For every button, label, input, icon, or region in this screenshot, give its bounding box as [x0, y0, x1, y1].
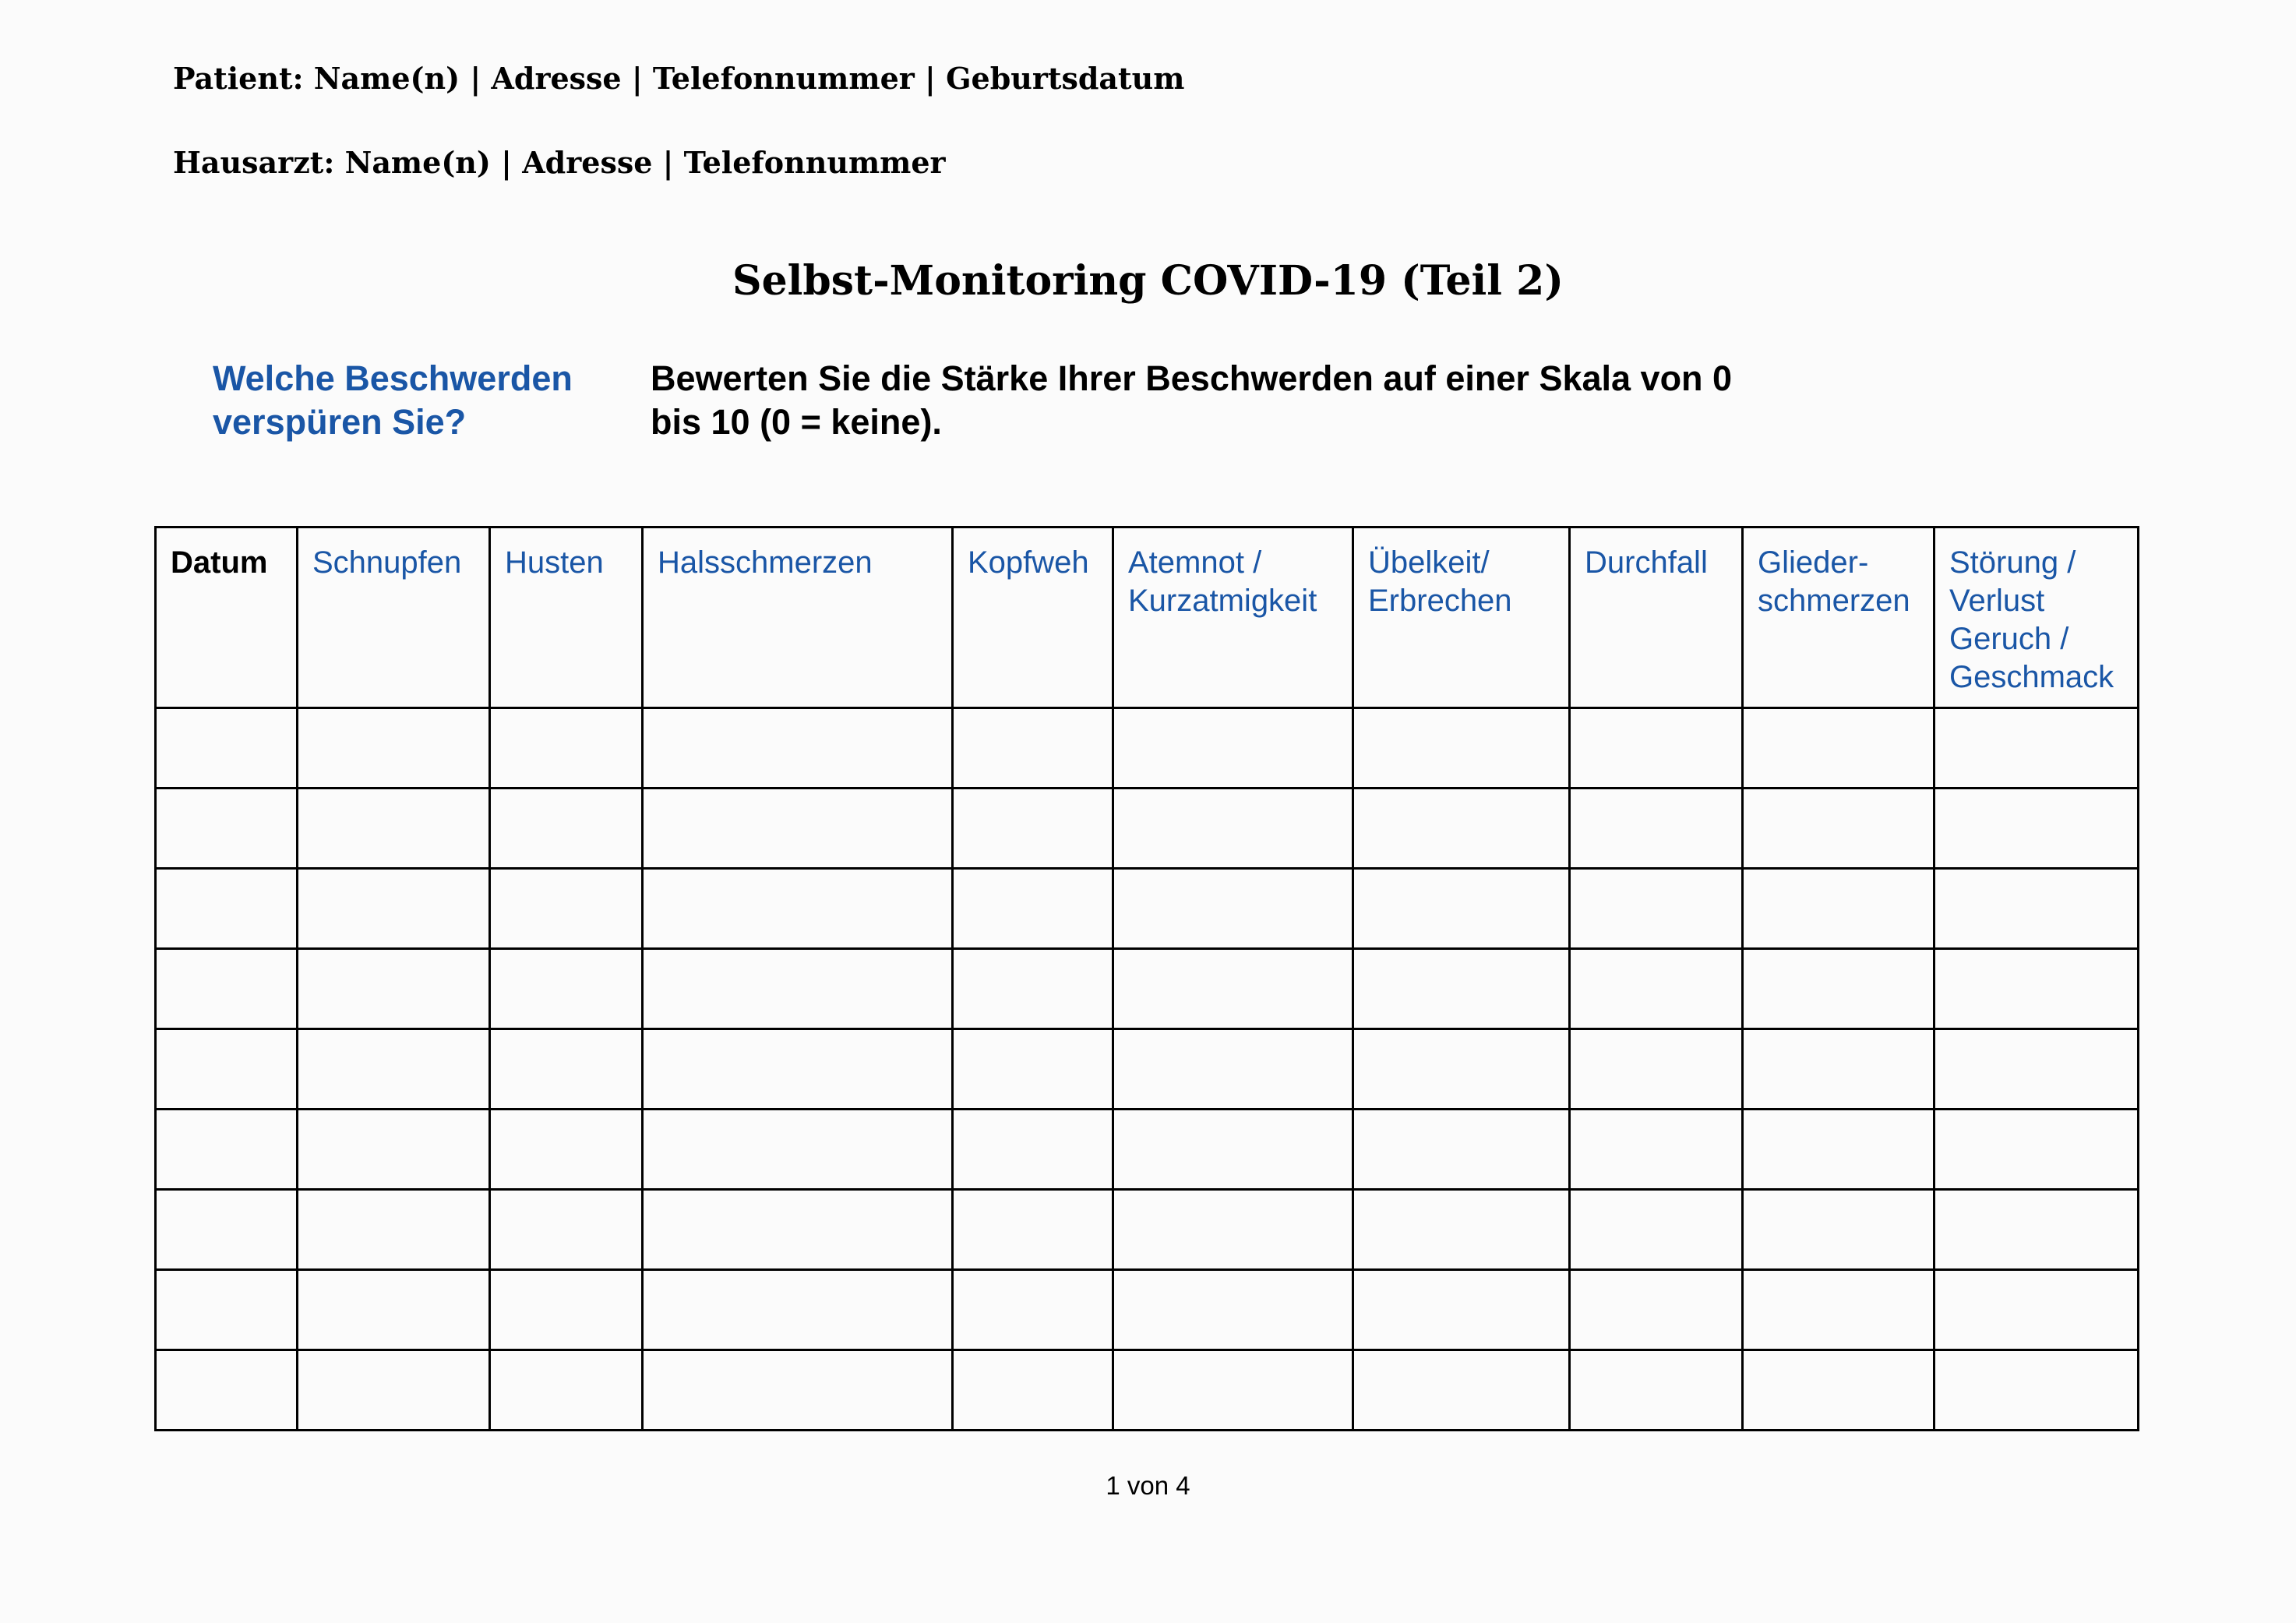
table-cell[interactable] — [1743, 1110, 1934, 1190]
table-cell[interactable] — [643, 1110, 953, 1190]
table-cell[interactable] — [1570, 869, 1743, 949]
table-cell[interactable] — [156, 1350, 298, 1431]
table-cell[interactable] — [1570, 1270, 1743, 1350]
table-cell[interactable] — [1353, 1270, 1570, 1350]
table-cell[interactable] — [953, 708, 1113, 789]
table-cell[interactable] — [953, 1029, 1113, 1110]
table-row — [156, 1110, 2139, 1190]
column-header-husten: Husten — [490, 527, 643, 708]
table-cell[interactable] — [298, 1029, 490, 1110]
table-cell[interactable] — [1113, 1350, 1353, 1431]
table-cell[interactable] — [156, 1029, 298, 1110]
table-cell[interactable] — [298, 1350, 490, 1431]
table-cell[interactable] — [1353, 708, 1570, 789]
table-cell[interactable] — [643, 949, 953, 1029]
column-header-datum: Datum — [156, 527, 298, 708]
table-cell[interactable] — [953, 869, 1113, 949]
table-cell[interactable] — [643, 869, 953, 949]
table-cell[interactable] — [953, 789, 1113, 869]
table-cell[interactable] — [1353, 1110, 1570, 1190]
table-cell[interactable] — [490, 1190, 643, 1270]
table-row — [156, 708, 2139, 789]
table-cell[interactable] — [1934, 708, 2139, 789]
table-cell[interactable] — [1353, 949, 1570, 1029]
table-cell[interactable] — [298, 708, 490, 789]
column-header-schnupfen: Schnupfen — [298, 527, 490, 708]
table-cell[interactable] — [1113, 1190, 1353, 1270]
table-cell[interactable] — [1353, 1029, 1570, 1110]
table-cell[interactable] — [1934, 1190, 2139, 1270]
table-cell[interactable] — [1934, 1350, 2139, 1431]
table-cell[interactable] — [490, 1110, 643, 1190]
table-cell[interactable] — [490, 1029, 643, 1110]
table-cell[interactable] — [156, 708, 298, 789]
table-cell[interactable] — [1570, 1029, 1743, 1110]
column-header-atemnot: Atemnot / Kurzatmigkeit — [1113, 527, 1353, 708]
table-cell[interactable] — [953, 1350, 1113, 1431]
table-cell[interactable] — [1934, 869, 2139, 949]
table-cell[interactable] — [1743, 708, 1934, 789]
rating-instruction: Bewerten Sie die Stärke Ihrer Beschwerden auf einer Skala von 0 bis 10 (0 = keine). — [651, 358, 1733, 442]
table-body — [156, 708, 2139, 1431]
column-header-kopfweh: Kopfweh — [953, 527, 1113, 708]
column-header-halsschmerzen: Halsschmerzen — [643, 527, 953, 708]
table-cell[interactable] — [490, 708, 643, 789]
table-cell[interactable] — [1353, 1350, 1570, 1431]
table-header-row — [156, 527, 2139, 708]
table-cell[interactable] — [156, 1110, 298, 1190]
table-cell[interactable] — [1934, 1110, 2139, 1190]
page-title: Selbst-Monitoring COVID-19 (Teil 2) — [732, 257, 1564, 305]
table-cell[interactable] — [953, 949, 1113, 1029]
table-row — [156, 869, 2139, 949]
table-cell[interactable] — [1113, 1029, 1353, 1110]
table-cell[interactable] — [643, 1190, 953, 1270]
table-cell[interactable] — [1934, 789, 2139, 869]
table-cell[interactable] — [1353, 1190, 1570, 1270]
table-row — [156, 949, 2139, 1029]
table-cell[interactable] — [298, 1110, 490, 1190]
table-cell[interactable] — [1743, 869, 1934, 949]
table-row — [156, 1270, 2139, 1350]
table-cell[interactable] — [1570, 1190, 1743, 1270]
table-cell[interactable] — [156, 949, 298, 1029]
column-header-durchfall: Durchfall — [1570, 527, 1743, 708]
table-cell[interactable] — [156, 1270, 298, 1350]
table-cell[interactable] — [1113, 1110, 1353, 1190]
table-cell[interactable] — [1113, 869, 1353, 949]
table-cell[interactable] — [298, 1270, 490, 1350]
table-cell[interactable] — [1113, 1270, 1353, 1350]
table-cell[interactable] — [643, 1350, 953, 1431]
table-cell[interactable] — [490, 1270, 643, 1350]
symptom-question: Welche Beschwerden verspüren Sie? — [213, 358, 573, 442]
patient-info-line: Patient: Name(n) | Adresse | Telefonnummer | Geburtsdatum — [173, 61, 1185, 96]
table-cell[interactable] — [643, 1029, 953, 1110]
table-cell[interactable] — [1113, 949, 1353, 1029]
table-cell[interactable] — [953, 1190, 1113, 1270]
table-cell[interactable] — [1743, 1190, 1934, 1270]
page-number: 1 von 4 — [1106, 1471, 1190, 1500]
table-row — [156, 789, 2139, 869]
table-cell[interactable] — [490, 869, 643, 949]
table-row — [156, 1029, 2139, 1110]
table-cell[interactable] — [1113, 789, 1353, 869]
table-row — [156, 1190, 2139, 1270]
table-cell[interactable] — [490, 789, 643, 869]
table-cell[interactable] — [1570, 1350, 1743, 1431]
column-header-gliederschmerzen: Glieder- schmerzen — [1743, 527, 1934, 708]
symptom-table — [154, 526, 2139, 1431]
table-cell[interactable] — [1743, 949, 1934, 1029]
table-cell[interactable] — [298, 949, 490, 1029]
table-cell[interactable] — [298, 869, 490, 949]
table-cell[interactable] — [1353, 869, 1570, 949]
table-cell[interactable] — [1934, 1270, 2139, 1350]
table-cell[interactable] — [643, 1270, 953, 1350]
table-cell[interactable] — [298, 789, 490, 869]
table-cell[interactable] — [1570, 1110, 1743, 1190]
table-cell[interactable] — [643, 789, 953, 869]
table-cell[interactable] — [1570, 949, 1743, 1029]
table-cell[interactable] — [1570, 789, 1743, 869]
table-cell[interactable] — [1743, 1350, 1934, 1431]
table-cell[interactable] — [1570, 708, 1743, 789]
doctor-info-line: Hausarzt: Name(n) | Adresse | Telefonnummer — [173, 145, 946, 180]
column-header-uebelkeit: Übelkeit/ Erbrechen — [1353, 527, 1570, 708]
table-cell[interactable] — [1934, 1029, 2139, 1110]
table-cell[interactable] — [1743, 1270, 1934, 1350]
table-cell[interactable] — [1934, 949, 2139, 1029]
table-cell[interactable] — [490, 1350, 643, 1431]
table-row — [156, 1350, 2139, 1431]
table-cell[interactable] — [1113, 708, 1353, 789]
table-cell[interactable] — [1353, 789, 1570, 869]
table-cell[interactable] — [156, 869, 298, 949]
table-cell[interactable] — [298, 1190, 490, 1270]
table-cell[interactable] — [953, 1270, 1113, 1350]
table-cell[interactable] — [643, 708, 953, 789]
table-cell[interactable] — [490, 949, 643, 1029]
table-cell[interactable] — [953, 1110, 1113, 1190]
table-cell[interactable] — [156, 789, 298, 869]
column-header-geruch-geschmack: Störung / Verlust Geruch / Geschmack — [1934, 527, 2139, 708]
table-cell[interactable] — [1743, 789, 1934, 869]
table-cell[interactable] — [1743, 1029, 1934, 1110]
table-cell[interactable] — [156, 1190, 298, 1270]
